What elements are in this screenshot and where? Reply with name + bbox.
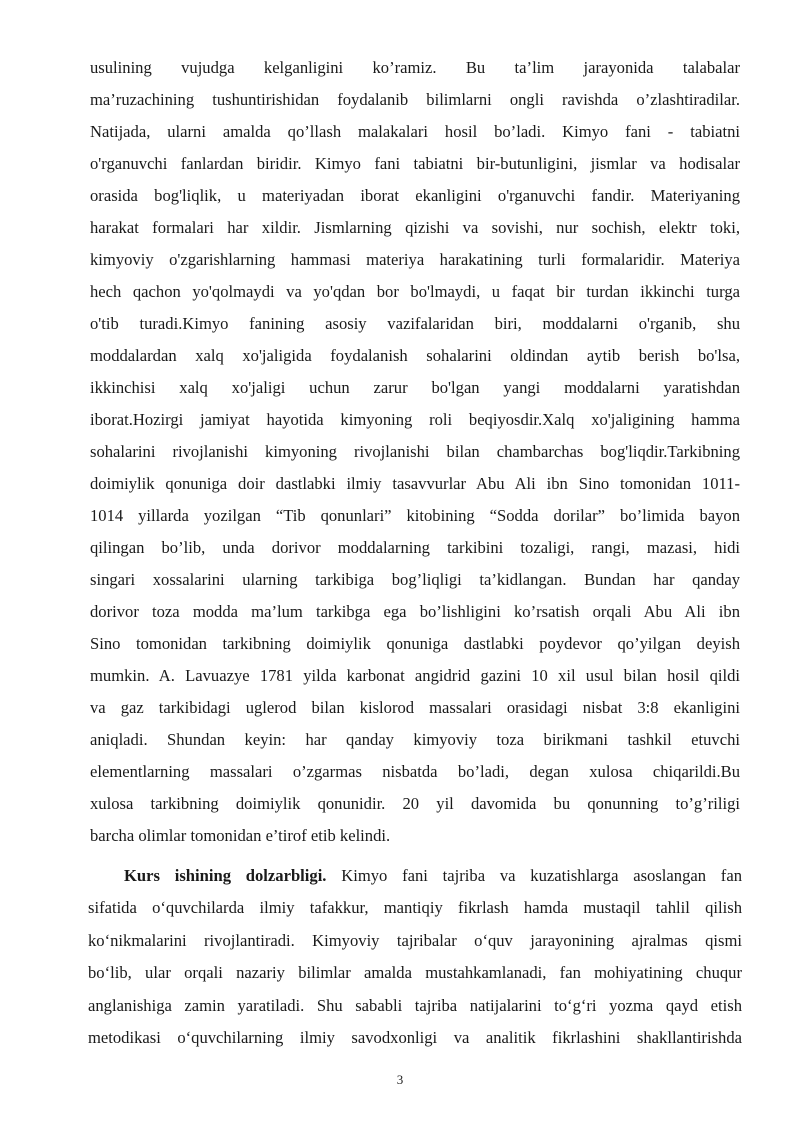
text-line: usulining vujudga kelganligini ko’ramiz. Bu ta’lim jarayonida talabalar xyxy=(90,58,740,77)
text-line: bo‘lib, ular orqali nazariy bilimlar amalda mustahkamlanadi, fan mohiyatining chuqur xyxy=(88,963,742,983)
section-heading: Kurs ishining dolzarbligi. xyxy=(124,866,327,885)
text-line-first xyxy=(88,860,742,892)
text-line: o'rganuvchi fanlardan biridir. Kimyo fani tabiatni bir-butunligini, jismlar va hodisalar xyxy=(90,154,740,173)
text-line: sohalarini rivojlanishi kimyoning rivojlanishi bilan chambarchas bog'liqdir.Tarkibning xyxy=(90,442,740,461)
text-line: elementlarning massalari o’zgarmas nisbatda bo’ladi, degan xulosa chiqarildi.Bu xyxy=(90,762,740,781)
text-line: aniqladi. Shundan keyin: har qanday kimyoviy toza birikmani tashkil etuvchi xyxy=(90,730,740,749)
text-line: hech qachon yo'qolmaydi va yo'qdan bor bo'lmaydi, u faqat bir turdan ikkinchi turga xyxy=(90,282,740,301)
text-line: qilingan bo’lib, unda dorivor moddalarning tarkibini tozaligi, rangi, mazasi, hidi xyxy=(90,538,740,557)
text-line: doimiylik qonuniga doir dastlabki ilmiy tasavvurlar Abu Ali ibn Sino tomonidan 1011- xyxy=(90,474,740,493)
text-line: harakat formalari har xildir. Jismlarning qizishi va sovishi, nur sochish, elektr toki, xyxy=(90,218,740,237)
body-paragraph-2 xyxy=(88,860,742,1054)
page-number: 3 xyxy=(396,1072,404,1087)
text-line: orasida bog'liqlik, u materiyadan iborat ekanligini o'rganuvchi fandir. Materiyaning xyxy=(90,186,740,205)
text-line: Natijada, ularni amalda qo’llash malakalari hosil bo’ladi. Kimyo fani - tabiatni xyxy=(90,122,740,141)
text-line: xulosa tarkibning doimiylik qonunidir. 20 yil davomida bu qonunning to’g’riligi xyxy=(90,794,740,813)
text-line: barcha olimlar tomonidan e’tirof etib kelindi. xyxy=(90,826,391,845)
text-line: va gaz tarkibidagi uglerod bilan kislorod massalari orasidagi nisbat 3:8 ekanligini xyxy=(90,698,740,717)
text-line: Sino tomonidan tarkibning doimiylik qonuniga dastlabki poydevor qo’yilgan deyish xyxy=(90,634,740,653)
text-line: mumkin. A. Lavuazye 1781 yilda karbonat angidrid gazini 10 xil usul bilan hosil qildi xyxy=(90,666,740,685)
text-line: ikkinchisi xalq xo'jaligi uchun zarur bo'lgan yangi moddalarni yaratishdan xyxy=(90,378,740,397)
text-line: metodikasi o‘quvchilarning ilmiy savodxonligi va analitik fikrlashini shakllantirishda xyxy=(88,1027,742,1047)
text-line: ma’ruzachining tushuntirishidan foydalanib bilimlarni ongli ravishda o’zlashtiradilar. xyxy=(90,90,740,109)
text-line: o'tib turadi.Kimyo fanining asosiy vazifalaridan biri, moddalarni o'rganib, shu xyxy=(90,314,740,333)
text-line: 1014 yillarda yozilgan “Tib qonunlari” kitobining “Sodda dorilar” bo’limida bayon xyxy=(90,506,740,525)
text-line: kimyoviy o'zgarishlarning hammasi materiya harakatining turli formalaridir. Materiya xyxy=(90,250,740,269)
text-fragment: Kimyo fani tajriba va kuzatishlarga asoslangan fan xyxy=(326,866,742,885)
text-line: singari xossalarini ularning tarkibiga bog’liqligi ta’kidlangan. Bundan har qanday xyxy=(90,570,740,589)
text-line: sifatida o‘quvchilarda ilmiy tafakkur, mantiqiy fikrlash hamda mustaqil tahlil qilish xyxy=(88,898,742,918)
text-line: anglanishiga zamin yaratiladi. Shu sababli tajriba natijalarini to‘g‘ri yozma qayd etish xyxy=(88,995,742,1015)
body-paragraph-1 xyxy=(90,52,740,852)
text-line: dorivor toza modda ma’lum tarkibga ega bo’lishligini ko’rsatish orqali Abu Ali ibn xyxy=(90,602,740,621)
text-line: ko‘nikmalarini rivojlantiradi. Kimyoviy tajribalar o‘quv jarayonining ajralmas qismi xyxy=(88,930,742,950)
text-line: iborat.Hozirgi jamiyat hayotida kimyoning roli beqiyosdir.Xalq xo'jaligining hamma xyxy=(90,410,740,429)
text-line: moddalardan xalq xo'jaligida foydalanish sohalarini oldindan aytib berish bo'lsa, xyxy=(90,346,740,365)
